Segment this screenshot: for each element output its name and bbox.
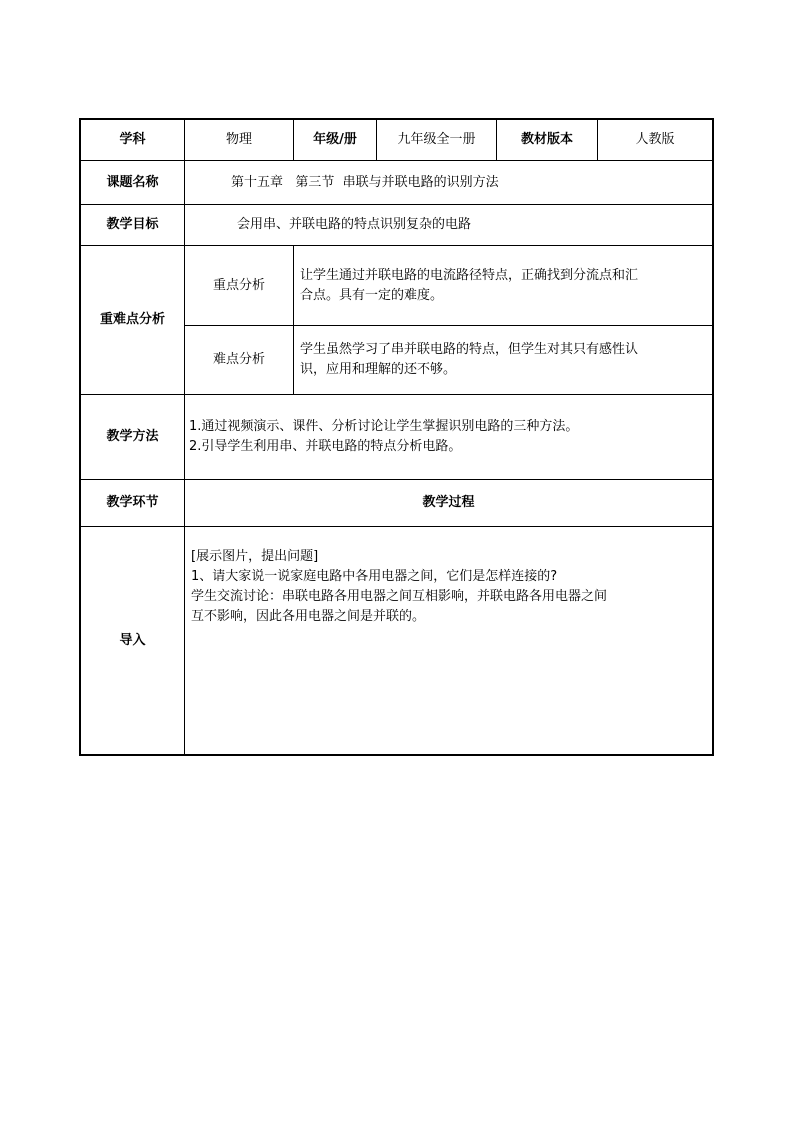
intro-line-1: [展示图片，提出问题]	[191, 549, 319, 564]
difficulty-line-2: 识，应用和理解的还不够。	[300, 362, 457, 377]
process-header: 教学过程	[422, 495, 475, 510]
method-line-1: 1.通过视频演示、课件、分析讨论让学生掌握识别电路的三种方法。	[189, 419, 579, 434]
difficulty-label: 难点分析	[212, 352, 265, 367]
method-text	[185, 395, 712, 479]
lesson-plan-table	[79, 118, 714, 756]
intro-line-3: 学生交流讨论：串联电路各用电器之间互相影响，并联电路各用电器之间	[191, 589, 608, 604]
key-point-line-1: 让学生通过并联电路的电流路径特点，正确找到分流点和汇	[300, 267, 639, 283]
difficulty-line-1: 学生虽然学习了串并联电路的特点，但学生对其只有感性认	[300, 342, 639, 357]
key-point-label: 重点分析	[212, 277, 265, 293]
key-difficulty-label: 重难点分析	[99, 312, 165, 327]
intro-line-2: 1、请大家说一说家庭电路中各用电器之间，它们是怎样连接的?	[191, 569, 558, 584]
key-point-text	[294, 246, 712, 325]
topic-label: 课题名称	[106, 174, 159, 190]
key-point-line-2: 合点。具有一定的难度。	[300, 287, 444, 303]
intro-text	[185, 527, 712, 754]
difficulty-text	[294, 326, 712, 394]
intro-line-4: 互不影响，因此各用电器之间是并联的。	[191, 609, 426, 624]
objective-label: 教学目标	[106, 217, 159, 232]
edition-value: 人教版	[635, 132, 675, 147]
objective-value: 会用串、并联电路的特点识别复杂的电路	[237, 217, 472, 232]
stage-label: 教学环节	[106, 495, 159, 510]
intro-label: 导入	[119, 632, 146, 648]
grade-value: 九年级全一册	[397, 132, 476, 147]
grade-label: 年级/册	[313, 132, 357, 147]
topic-value: 第十五章 第三节 串联与并联电路的识别方法	[231, 174, 499, 190]
subject-label: 学科	[119, 132, 146, 147]
method-label: 教学方法	[106, 429, 159, 444]
subject-value: 物理	[225, 132, 252, 147]
method-line-2: 2.引导学生利用串、并联电路的特点分析电路。	[189, 439, 462, 454]
edition-label: 教材版本	[520, 132, 573, 147]
